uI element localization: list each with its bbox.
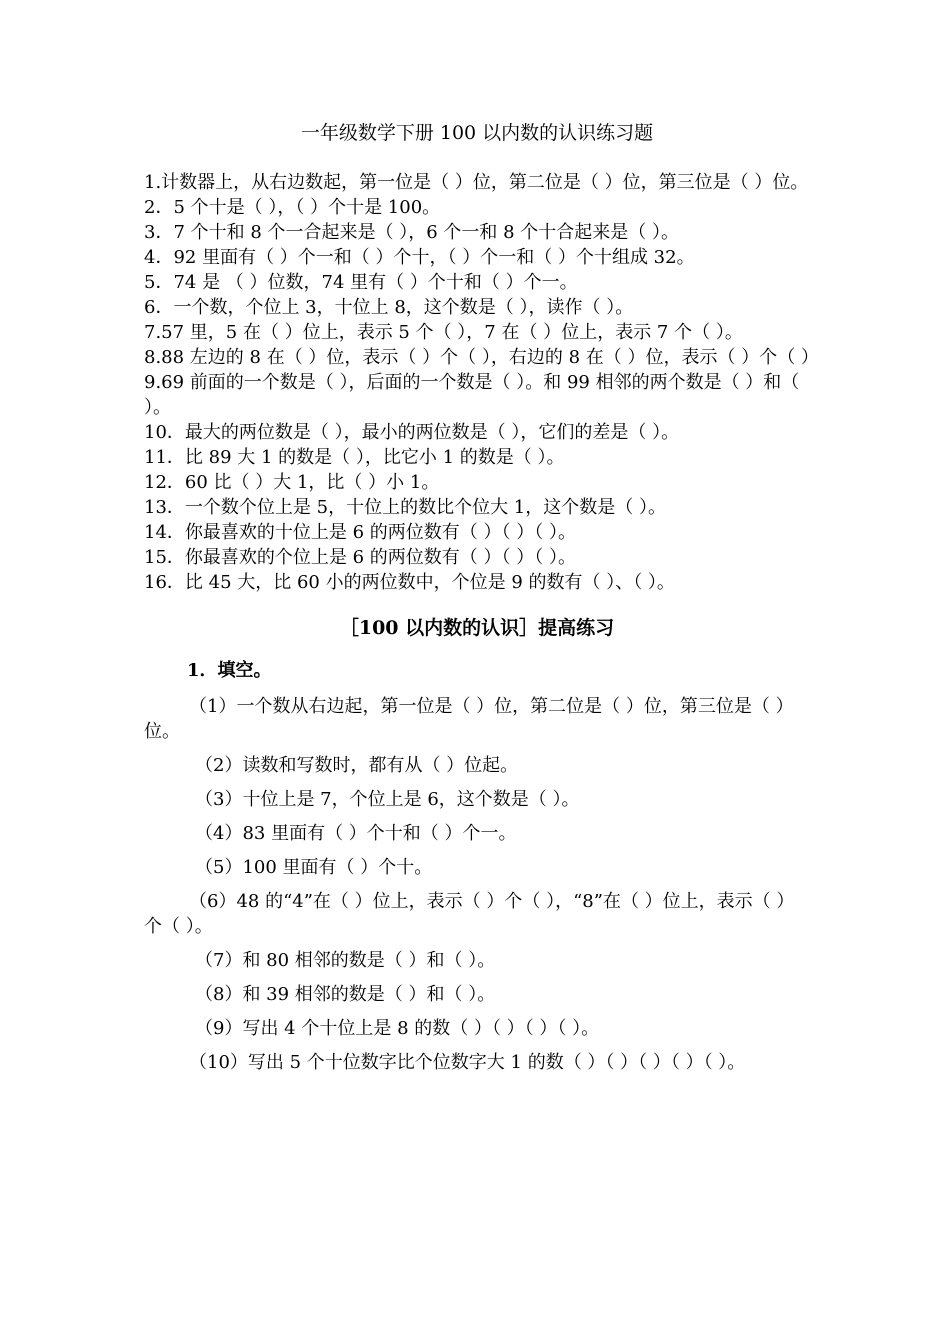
fill-item: （5）100 里面有（ ）个十。 — [195, 857, 433, 878]
fill-item: （8）和 39 相邻的数是（ ）和（ ）。 — [195, 984, 496, 1005]
fill-item: （10）写出 5 个十位数字比个位数字大 1 的数（ ）（ ）（ ）（ ）（ ）。 — [189, 1052, 746, 1073]
section-heading: ［100 以内数的认识］提高练习 — [339, 617, 615, 639]
sub-heading: 1．填空。 — [187, 660, 272, 681]
question-item: 5．74 是 （ ）位数，74 里有（ ）个十和（ ）个一。 — [144, 272, 578, 293]
advanced-exercises — [144, 694, 810, 1075]
question-item: 9.69 前面的一个数是（ ），后面的一个数是（ ）。和 99 相邻的两个数是（ ）和（ ）。 — [144, 372, 800, 418]
fill-item: （6）48 的“4”在（ ）位上，表示（ ）个（ ），“8”在（ ）位上，表示（ ）个（ ）。 — [144, 891, 795, 937]
question-item: 12．60 比（ ）大 1，比（ ）小 1。 — [144, 472, 440, 493]
question-item: 3．7 个十和 8 个一合起来是（ ），6 个一和 8 个十合起来是（ ）。 — [144, 222, 680, 243]
basic-exercises — [144, 170, 819, 595]
document-page — [144, 118, 819, 1084]
fill-item: （1）一个数从右边起，第一位是（ ）位，第二位是（ ）位，第三位是（ ）位。 — [144, 696, 794, 742]
question-item: 16．比 45 大，比 60 小的两位数中，个位是 9 的数有（ ）、（ ）。 — [144, 572, 675, 593]
question-item: 2．5 个十是（ ），（ ）个十是 100。 — [144, 197, 441, 218]
fill-item: （7）和 80 相邻的数是（ ）和（ ）。 — [195, 950, 496, 971]
document-title: 一年级数学下册 100 以内数的认识练习题 — [300, 122, 654, 144]
fill-item: （2）读数和写数时，都有从（ ）位起。 — [195, 755, 519, 776]
question-item: 4．92 里面有（ ）个一和（ ）个十，（ ）个一和（ ）个十组成 32。 — [144, 247, 695, 268]
question-item: 6．一个数，个位上 3，十位上 8，这个数是（ ），读作（ ）。 — [144, 297, 634, 318]
fill-item: （9）写出 4 个十位上是 8 的数（ ）（ ）（ ）（ ）。 — [195, 1018, 600, 1039]
question-item: 7.57 里，5 在（ ）位上，表示 5 个（ ），7 在（ ）位上，表示 7 个（ ）。 — [144, 322, 743, 343]
question-item: 13．一个数个位上是 5，十位上的数比个位大 1，这个数是（ ）。 — [144, 497, 666, 518]
fill-item: （3）十位上是 7，个位上是 6，这个数是（ ）。 — [195, 789, 580, 810]
question-item: 10．最大的两位数是（ ），最小的两位数是（ ），它们的差是（ ）。 — [144, 422, 680, 443]
question-item: 14．你最喜欢的十位上是 6 的两位数有（ ）（ ）（ ）。 — [144, 522, 576, 543]
question-item: 11．比 89 大 1 的数是（ ），比它小 1 的数是（ ）。 — [144, 447, 565, 468]
fill-item: （4）83 里面有（ ）个十和（ ）个一。 — [195, 823, 517, 844]
question-item: 8.88 左边的 8 在（ ）位，表示（ ）个（ ），右边的 8 在（ ）位，表示（ ）个（ ） — [144, 347, 819, 368]
question-item: 15．你最喜欢的个位上是 6 的两位数有（ ）（ ）（ ）。 — [144, 547, 576, 568]
question-item: 1.计数器上，从右边数起，第一位是（ ）位，第二位是（ ）位，第三位是（ ）位。 — [144, 172, 809, 193]
